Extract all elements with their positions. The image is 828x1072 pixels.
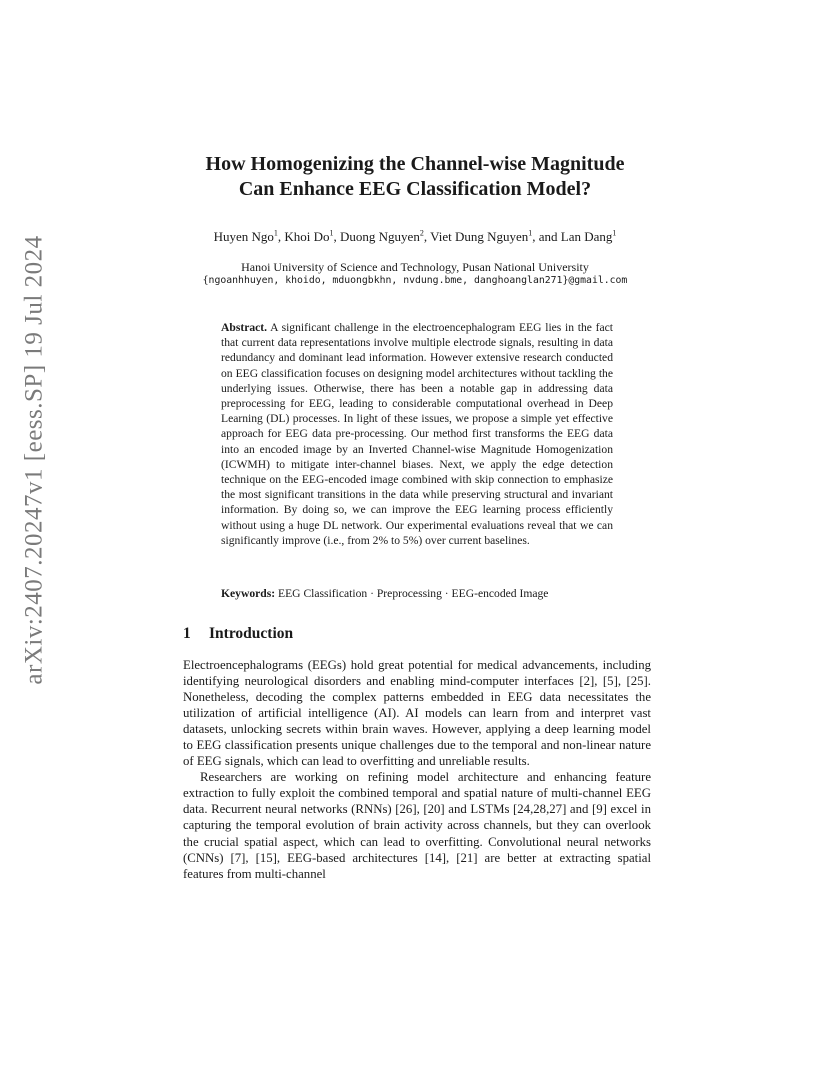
- keywords-text: EEG Classification · Preprocessing · EEG-encoded Image: [278, 587, 549, 600]
- paragraph: Researchers are working on refining model architecture and enhancing feature extraction to fully exploit the combined temporal and spatial nature of multi-channel EEG data. Recurrent neural networks (RNNs) [26], [20] and LSTMs [24,28,27] and [9] excel in capturing the temporal evolution of brain activity across channels, but they can overlook the crucial spatial aspect, which can lead to overfitting. Convolutional neural networks (CNNs) [7], [15], EEG-based architectures [14], [21] are better at extracting spatial features from multi-channel: [183, 770, 651, 881]
- arxiv-identifier-text: arXiv:2407.20247v1 [eess.SP] 19 Jul 2024: [21, 235, 48, 685]
- section-heading-introduction: [183, 625, 293, 643]
- abstract-label: Abstract.: [221, 321, 268, 334]
- keywords-label: Keywords:: [221, 587, 276, 600]
- paper-title-line-2: Can Enhance EEG Classification Model?: [238, 178, 592, 200]
- paragraph: Electroencephalograms (EEGs) hold great potential for medical advancements, including identifying neurological disorders and enabling mind-computer interfaces [2], [5], [25]. Nonetheless, decoding the complex patterns embedded in EEG data necessitates the utilization of artificial intelligence (AI). AI models can learn from and interpret vast datasets, unlocking secrets within brain waves. However, applying a deep learning model to EEG classification presents unique challenges due to the temporal and non-linear nature of EEG signals, which can lead to overfitting and unreliable results.: [183, 658, 651, 769]
- author: Viet Dung Nguyen$^1$, and: [430, 229, 561, 245]
- author-list: [150, 229, 680, 245]
- paper-title-line-1: How Homogenizing the Channel-wise Magnitude: [205, 153, 625, 175]
- paper-title: [150, 152, 680, 202]
- keywords: [221, 587, 621, 600]
- author-emails: {ngoanhhuyen, khoido, mduongbkhn, nvdung.bme, danghoanglan271}@gmail.com: [202, 275, 628, 286]
- section-number: 1: [183, 625, 191, 642]
- introduction-body: [183, 657, 651, 882]
- arxiv-identifier-stamp: [10, 160, 60, 760]
- abstract-text: A significant challenge in the electroencephalogram EEG lies in the fact that current data representations involve multiple electrode signals, resulting in data redundancy and dominant lead information. However extensive research conducted on EEG classification focuses on designing model architectures without tackling the underlying issues. Otherwise, there has been a notable gap in addressing data preprocessing for EEG, leading to considerable computational overhead in Deep Learning (DL) processes. In light of these issues, we propose a simple yet effective approach for EEG data pre-processing. Our method first transforms the EEG data into an encoded image by an Inverted Channel-wise Magnitude Homogenization (ICWMH) to mitigate inter-channel biases. Next, we apply the edge detection technique on the EEG-encoded image combined with skip connection to emphasize the most significant transitions in the data while preserving structural and invariant information. By doing so, we can improve the EEG learning process efficiently without using a huge DL network. Our experimental evaluations reveal that we can significantly improve (i.e., from 2% to 5%) over current baselines.: [221, 321, 613, 547]
- abstract: [221, 320, 613, 548]
- author: Huyen Ngo$^1$,: [213, 229, 285, 245]
- author: Khoi Do$^1$,: [284, 229, 341, 245]
- author: Lan Dang$^1$: [560, 229, 617, 245]
- author: Duong Nguyen$^2$,: [340, 229, 431, 245]
- section-title: Introduction: [209, 625, 294, 642]
- affiliation: Hanoi University of Science and Technology, Pusan National University: [241, 260, 589, 274]
